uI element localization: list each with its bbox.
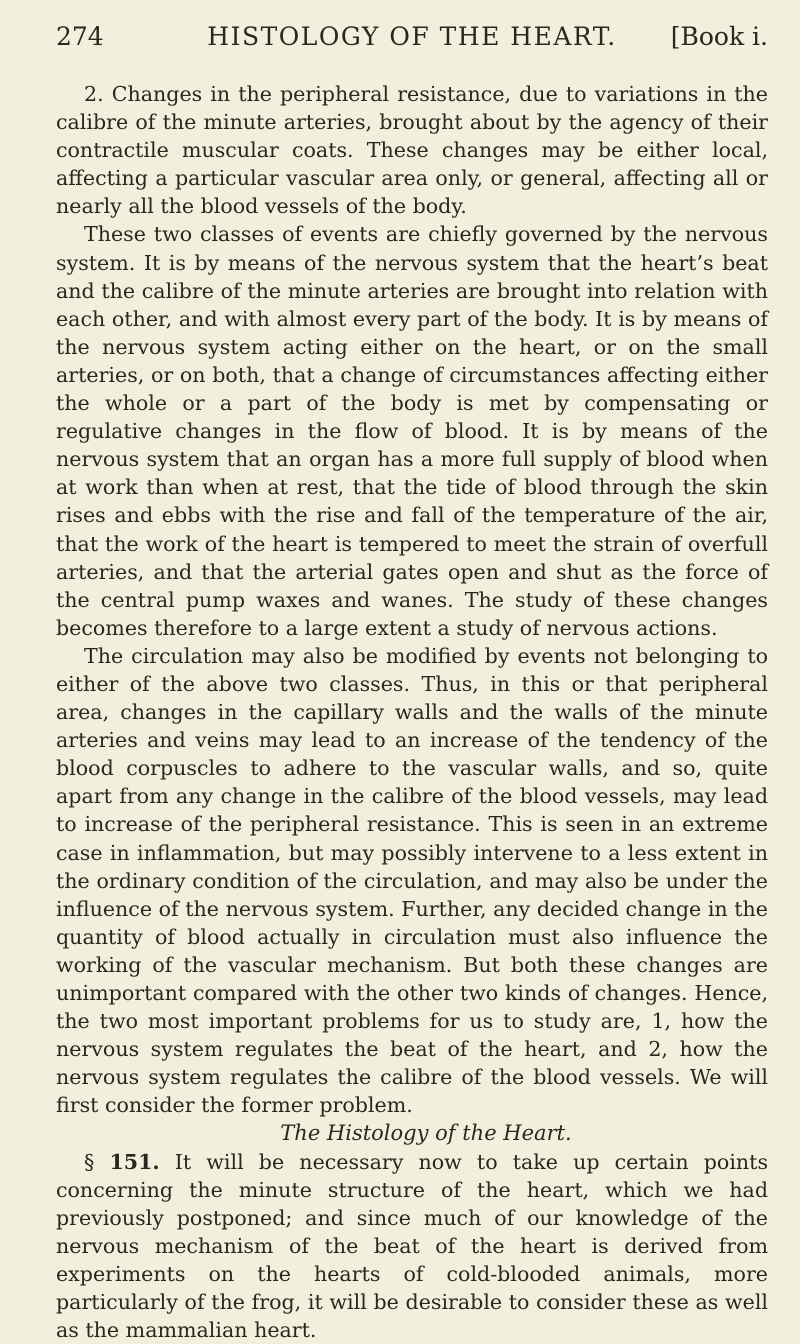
book-label: [Book i. (670, 22, 768, 51)
paragraph (56, 1148, 768, 1344)
body-text (56, 80, 768, 1344)
paragraph: These two classes of events are chiefly governed by the nervous system. It is by means of the nervous system that the heart’s beat and the calibre of the minute arteries are brought into relation with each other, and with almost every part of the body. It is by means of the nervous system acting either on the heart, or on the small arteries, or on both, that a change of circumstances affecting either the whole or a part of the body is met by compensating or regulative changes in the flow of blood. It is by means of the nervous system that an organ has a more full supply of blood when at work than when at rest, that the tide of blood through the skin rises and ebbs with the rise and fall of the temperature of the air, that the work of the heart is tempered to meet the strain of overfull arteries, and that the arterial gates open and shut as the force of the central pump waxes and wanes. The study of these changes becomes therefore to a large extent a study of nervous actions. (56, 222, 768, 640)
paragraph: 2. Changes in the peripheral resistance, due to variations in the calibre of the minute arteries, brought about by the agency of their contractile muscular coats. These changes may be either local, affecting a particular vascular area only, or general, affecting all or nearly all the blood vessels of the body. (56, 82, 768, 219)
paragraph-text: It will be necessary now to take up certain points concerning the minute structure of the heart, which we had previously postponed; and since much of our knowledge of the nervous mechanism of the beat of the heart is derived from experiments on the hearts of cold-blooded animals, more particularly of the frog, it will be desirable to consider these as well as the mammalian heart. (56, 1149, 769, 1343)
section-heading: The Histology of the Heart. (280, 1121, 572, 1146)
paragraph: The circulation may also be modified by events not belonging to either of the above two classes. Thus, in this or that peripheral area, changes in the capillary walls and the walls of the minute arteries and veins may lead to an increase of the tendency of the blood corpuscles to adhere to the vascular walls, and so, quite apart from any change in the calibre of the blood vessels, may lead to increase of the peripheral resistance. This is seen in an extreme case in inflammation, but may possibly intervene to a less extent in the ordinary condition of the circulation, and may also be under the influence of the nervous system. Further, any decided change in the quantity of blood actually in circulation must also influence the working of the vascular mechanism. But both these changes are unimportant compared with the other two kinds of changes. Hence, the two most important problems for us to study are, 1, how the nervous system regulates the beat of the heart, and 2, how the nervous system regulates the calibre of the blood vessels. We will first consider the former problem. (56, 643, 768, 1118)
page-number: 274 (56, 22, 104, 51)
running-head (56, 14, 768, 60)
section-mark: § (84, 1149, 95, 1174)
running-title: HISTOLOGY OF THE HEART. (207, 22, 617, 51)
section-number: 151. (109, 1149, 160, 1174)
